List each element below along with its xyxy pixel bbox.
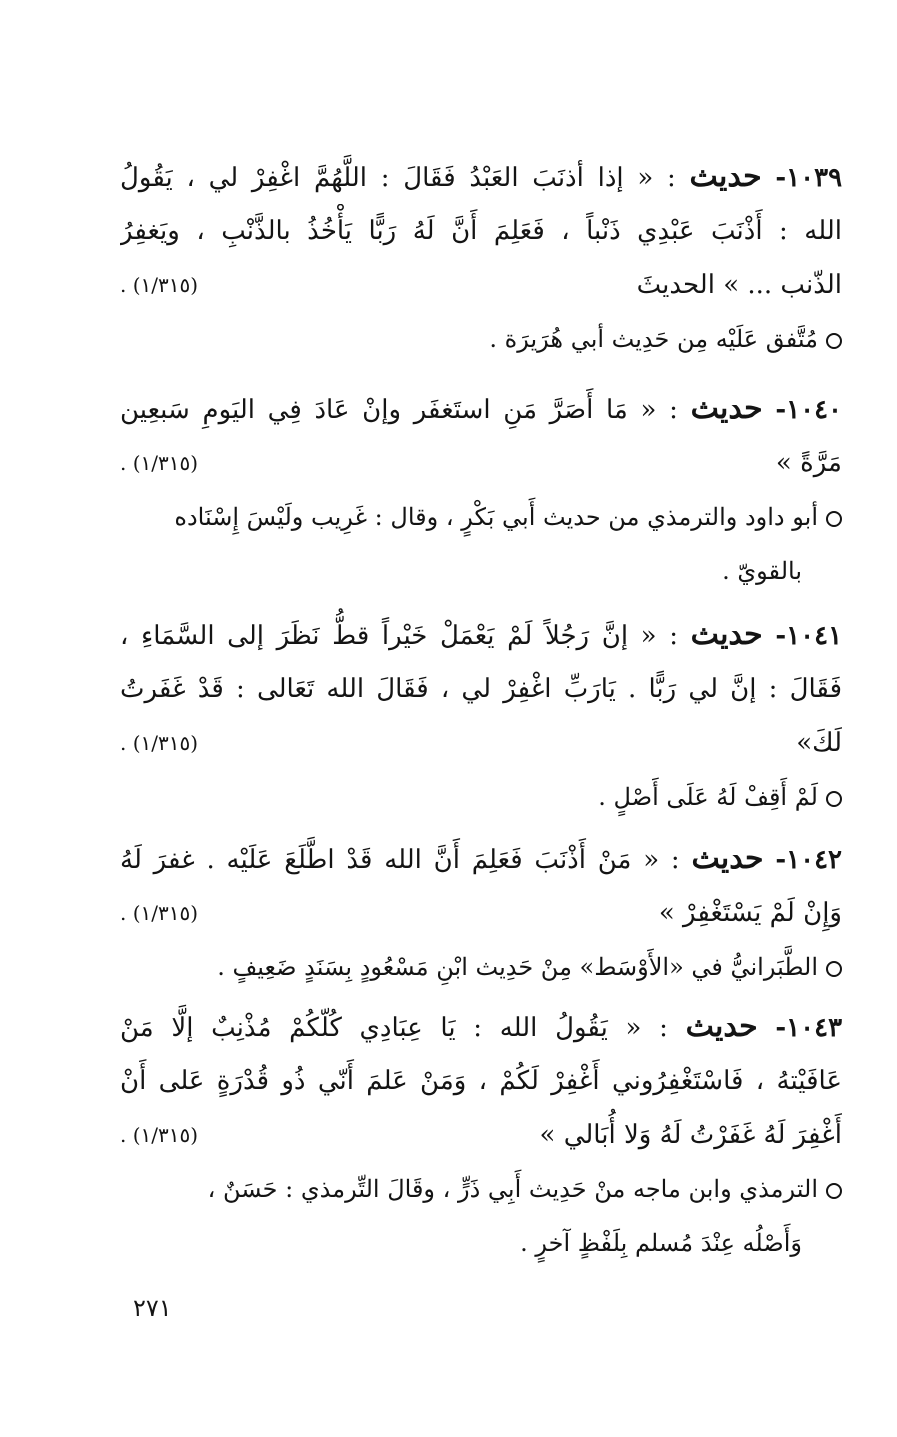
entry-text: : « مَا أَصَرَّ مَنِ استَغفَر وإنْ عَادَ فِي اليَومِ سَبعِين [120, 395, 678, 425]
entry-line [120, 150, 842, 204]
entry-line: عَافَيْتهُ ، فَاسْتَغْفِرُوني أَغْفِرْ لَكُمْ ، وَمَنْ عَلمَ أَنّي ذُو قُدْرَةٍ عَلى أَنْ [120, 1066, 842, 1096]
entry-text: : « إذا أذنَبَ العَبْدُ فَقَالَ : اللَّهُمَّ اغْفِرْ لي ، يَقُولُ [120, 163, 676, 193]
circle-bullet-icon [826, 511, 842, 527]
entry-number: ١٠٤٣- [775, 1013, 842, 1043]
circle-bullet-icon [826, 791, 842, 807]
entry-line: مَرَّةً » [775, 448, 842, 478]
entry-line [120, 382, 842, 436]
hadith-entry-1041 [120, 608, 842, 824]
entry-text: : « يَقُولُ الله : يَا عِبَادِي كُلّكُمْ مُذْنِبٌ إلَّا مَنْ [120, 1013, 668, 1043]
entry-text: : « إنَّ رَجُلاً لَمْ يَعْمَلْ خَيْراً قطُّ نَظَرَ إلى السَّمَاءِ ، [120, 621, 678, 651]
entry-line: لَكَ» [796, 728, 842, 758]
commentary-note-continued: وَأَصْلُه عِنْدَ مُسلم بِلَفْظٍ آخرٍ . [520, 1229, 802, 1257]
hadith-entry-1043 [120, 1000, 842, 1270]
entry-keyword: حديث [690, 391, 763, 426]
commentary-note-continued: بالقويّ . [722, 557, 802, 585]
entry-keyword: حديث [689, 159, 762, 194]
circle-bullet-icon [826, 1183, 842, 1199]
entry-line [120, 1000, 842, 1054]
reference: (١/٣١٥) . [120, 731, 199, 755]
reference: (١/٣١٥) . [120, 901, 199, 925]
entry-number: ١٠٤٢- [775, 845, 842, 875]
page-number: ٢٧١ [133, 1294, 172, 1322]
commentary-note: الترمذي وابن ماجه منْ حَدِيث أَبِي ذَرٍّ ، وقَالَ التِّرمذي : حَسَنٌ ، [120, 1162, 842, 1216]
entry-line: أَغْفِرَ لَهُ غَفَرْتُ لَهُ وَلا أُبَالي » [539, 1120, 842, 1150]
entry-text: : « مَنْ أَذْنَبَ فَعَلِمَ أَنَّ الله قَدْ اطَّلَعَ عَلَيْه . غفرَ لَهُ [120, 845, 680, 875]
entry-line: فَقَالَ : إنَّ لي رَبًّا . يَارَبِّ اغْفِرْ لي ، فَقَالَ الله تَعَالى : قَدْ غَفَرتُ [120, 674, 842, 704]
circle-bullet-icon [826, 333, 842, 349]
commentary-note: لَمْ أَقِفْ لَهُ عَلَى أَصْلٍ . [120, 770, 842, 824]
entry-line [120, 832, 842, 886]
reference: (١/٣١٥) . [120, 451, 199, 475]
entry-line [120, 608, 842, 662]
entry-keyword: حديث [691, 841, 764, 876]
commentary-note: مُتَّفق عَلَيْه مِن حَدِيث أبي هُرَيرَة . [120, 312, 842, 366]
hadith-entry-1039 [120, 150, 842, 366]
commentary-note: الطَّبَرانيُّ في «الأَوْسَط» مِنْ حَدِيث ابْنِ مَسْعُودٍ بِسَنَدٍ ضَعِيفٍ . [120, 940, 842, 994]
entry-number: ١٠٤٠- [775, 395, 842, 425]
entry-number: ١٠٣٩- [775, 163, 842, 193]
commentary-note: أبو داود والترمذي من حديث أَبي بَكْرٍ ، وقال : غَرِيب ولَيْسَ إِسْنَاده [120, 490, 842, 544]
entry-line: الله : أَذْنَبَ عَبْدِي ذَنْباً ، فَعَلِمَ أَنَّ لَهُ رَبًّا يَأْخُذُ بالذَّنْبِ ، ويَغفِرُ [120, 216, 842, 246]
entry-number: ١٠٤١- [775, 621, 842, 651]
entry-keyword: حديث [690, 617, 763, 652]
reference: (١/٣١٥) . [120, 1123, 199, 1147]
entry-line: وَإِنْ لَمْ يَسْتَغْفِرْ » [658, 898, 842, 928]
entry-keyword: حديث [685, 1009, 758, 1044]
hadith-entry-1040 [120, 382, 842, 598]
entry-line: الذّنب ... » الحديثَ [636, 270, 842, 300]
circle-bullet-icon [826, 961, 842, 977]
reference: (١/٣١٥) . [120, 273, 199, 297]
hadith-entry-1042 [120, 832, 842, 994]
